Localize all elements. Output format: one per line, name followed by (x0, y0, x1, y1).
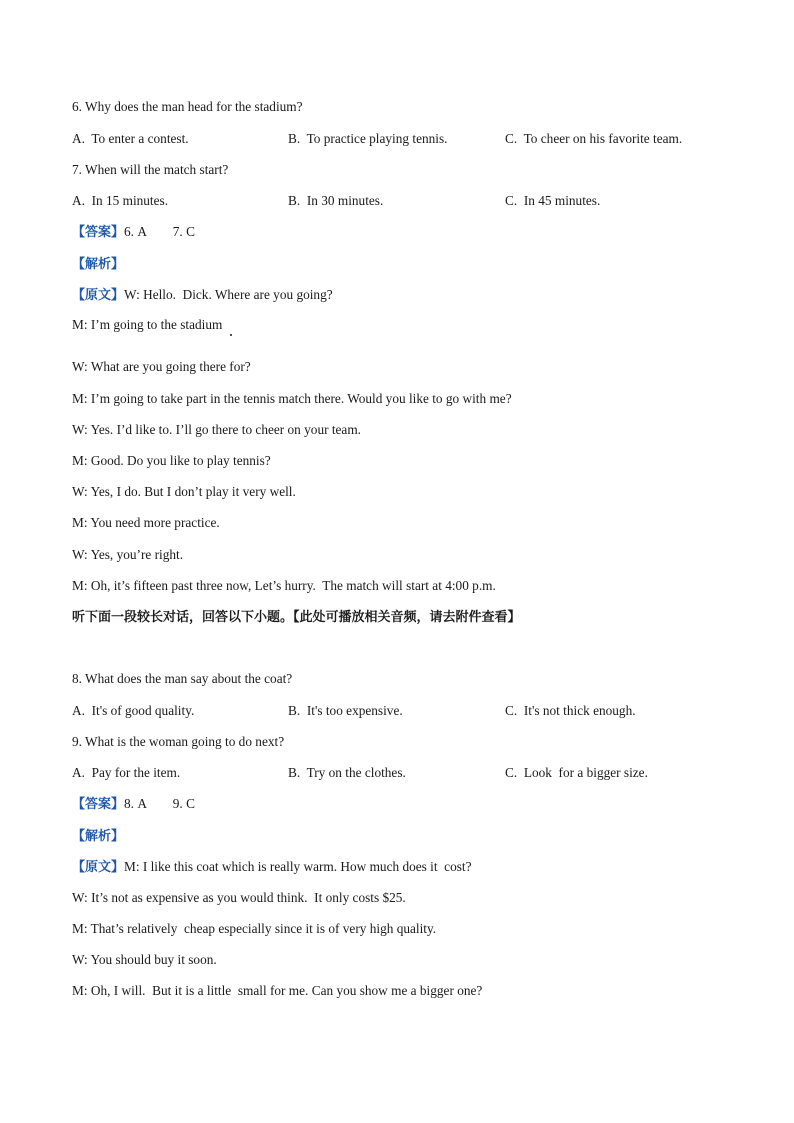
transcript-line: W: You should buy it soon. (72, 952, 217, 967)
transcript-line: M: That’s relatively cheap especially since it is of very high quality. (72, 921, 437, 936)
stray-dot (230, 334, 232, 336)
answer-line-2 (72, 795, 195, 814)
listening-instruction (72, 608, 521, 627)
q7-option-b: B. In 30 minutes. (288, 193, 384, 208)
transcript-line (72, 286, 333, 305)
q6-option-c: C. To cheer on his favorite team. (505, 131, 683, 146)
answer-text: 8. A 9. C (124, 796, 195, 811)
transcript-line: W: Yes. I’d like to. I’ll go there to cheer on your team. (72, 422, 362, 437)
q6-option-b: B. To practice playing tennis. (288, 131, 448, 146)
question-6: 6. Why does the man head for the stadium? (72, 99, 303, 114)
audio-note: 【此处可播放相关音频，请去附件查看】 (293, 610, 521, 625)
transcript-line: W: It’s not as expensive as you would think. It only costs $25. (72, 890, 406, 905)
transcript-line: W: What are you going there for? (72, 359, 251, 374)
q8-option-a: A. It's of good quality. (72, 703, 195, 718)
transcript-line: M: Oh, it’s fifteen past three now, Let’s hurry. The match will start at 4:00 p.m. (72, 578, 496, 593)
transcript-line: M: I’m going to take part in the tennis match there. Would you like to go with me? (72, 391, 512, 406)
answer-text: 6. A 7. C (124, 224, 195, 239)
transcript-line (72, 858, 472, 877)
q9-option-b: B. Try on the clothes. (288, 765, 406, 780)
analysis-tag: 【解析】 (72, 829, 125, 844)
transcript-line: M: Good. Do you like to play tennis? (72, 453, 271, 468)
q6-option-a: A. To enter a contest. (72, 131, 189, 146)
answer-tag: 【答案】 (72, 797, 125, 812)
q8-option-b: B. It's too expensive. (288, 703, 403, 718)
transcript-line: M: Oh, I will. But it is a little small for me. Can you show me a bigger one? (72, 983, 483, 998)
analysis-heading-1 (72, 255, 124, 274)
q9-option-a: A. Pay for the item. (72, 765, 181, 780)
transcript-line: W: Yes, you’re right. (72, 547, 184, 562)
analysis-tag: 【解析】 (72, 257, 125, 272)
transcript-text: M: I like this coat which is really warm. How much does it cost? (124, 859, 472, 874)
answer-tag: 【答案】 (72, 225, 125, 240)
answer-line-1 (72, 223, 195, 242)
transcript-tag: 【原文】 (72, 860, 125, 875)
q9-option-c: C. Look for a bigger size. (505, 765, 648, 780)
question-8: 8. What does the man say about the coat? (72, 671, 293, 686)
transcript-line: M: You need more practice. (72, 515, 220, 530)
transcript-tag: 【原文】 (72, 288, 125, 303)
q7-option-a: A. In 15 minutes. (72, 193, 169, 208)
q8-option-c: C. It's not thick enough. (505, 703, 636, 718)
transcript-line: W: Yes, I do. But I don’t play it very well. (72, 484, 296, 499)
instruction-text: 听下面一段较长对话，回答以下小题。 (72, 610, 294, 625)
q7-option-c: C. In 45 minutes. (505, 193, 601, 208)
analysis-heading-2 (72, 827, 124, 846)
transcript-text: W: Hello. Dick. Where are you going? (124, 287, 333, 302)
question-9: 9. What is the woman going to do next? (72, 734, 285, 749)
transcript-line: M: I’m going to the stadium (72, 317, 223, 332)
question-7: 7. When will the match start? (72, 162, 229, 177)
